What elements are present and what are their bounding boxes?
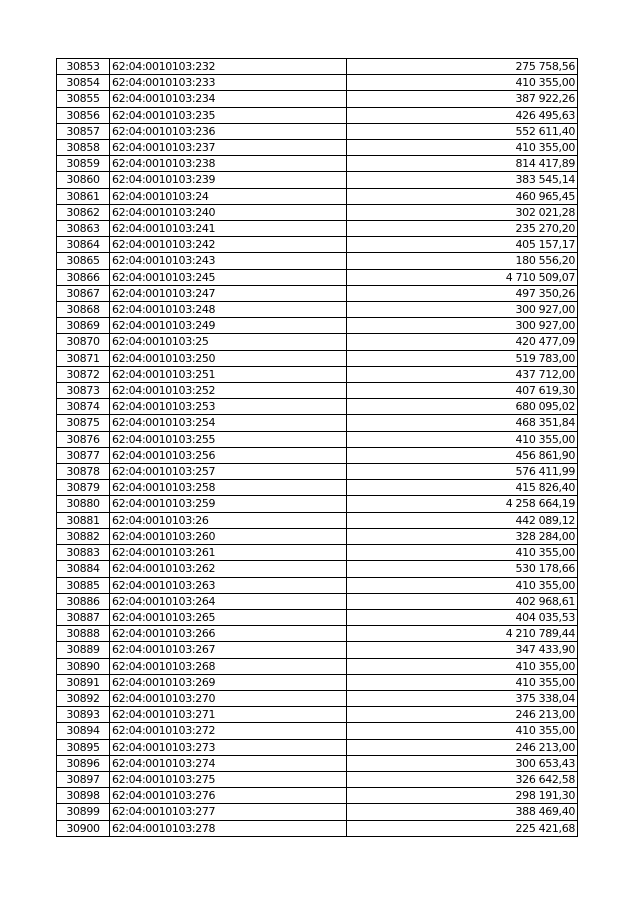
row-number-cell: 30866 xyxy=(57,269,110,285)
cadastral-number-cell: 62:04:0010103:270 xyxy=(110,690,347,706)
cadastral-value-cell: 302 021,28 xyxy=(347,204,578,220)
cadastral-number-cell: 62:04:0010103:257 xyxy=(110,464,347,480)
cadastral-value-cell: 426 495,63 xyxy=(347,107,578,123)
table-row xyxy=(57,383,578,399)
cadastral-number-cell: 62:04:0010103:242 xyxy=(110,237,347,253)
row-number-cell: 30876 xyxy=(57,431,110,447)
cadastral-value-cell: 328 284,00 xyxy=(347,528,578,544)
row-number-cell: 30863 xyxy=(57,221,110,237)
cadastral-value-cell: 326 642,58 xyxy=(347,771,578,787)
cadastral-value-cell: 410 355,00 xyxy=(347,140,578,156)
row-number-cell: 30889 xyxy=(57,642,110,658)
cadastral-number-cell: 62:04:0010103:237 xyxy=(110,140,347,156)
row-number-cell: 30897 xyxy=(57,771,110,787)
table-row xyxy=(57,642,578,658)
cadastral-value-cell: 552 611,40 xyxy=(347,123,578,139)
table-row xyxy=(57,723,578,739)
cadastral-number-cell: 62:04:0010103:269 xyxy=(110,674,347,690)
cadastral-value-cell: 387 922,26 xyxy=(347,91,578,107)
row-number-cell: 30879 xyxy=(57,480,110,496)
row-number-cell: 30873 xyxy=(57,383,110,399)
row-number-cell: 30858 xyxy=(57,140,110,156)
cadastral-value-cell: 576 411,99 xyxy=(347,464,578,480)
table-row xyxy=(57,545,578,561)
cadastral-value-cell: 407 619,30 xyxy=(347,383,578,399)
row-number-cell: 30864 xyxy=(57,237,110,253)
cadastral-number-cell: 62:04:0010103:251 xyxy=(110,366,347,382)
cadastral-number-cell: 62:04:0010103:238 xyxy=(110,156,347,172)
row-number-cell: 30853 xyxy=(57,59,110,75)
cadastral-value-cell: 246 213,00 xyxy=(347,739,578,755)
row-number-cell: 30875 xyxy=(57,415,110,431)
cadastral-value-cell: 410 355,00 xyxy=(347,431,578,447)
table-row xyxy=(57,626,578,642)
cadastral-value-cell: 814 417,89 xyxy=(347,156,578,172)
row-number-cell: 30881 xyxy=(57,512,110,528)
cadastral-number-cell: 62:04:0010103:273 xyxy=(110,739,347,755)
table-row xyxy=(57,107,578,123)
cadastral-number-cell: 62:04:0010103:253 xyxy=(110,399,347,415)
cadastral-value-cell: 497 350,26 xyxy=(347,285,578,301)
row-number-cell: 30867 xyxy=(57,285,110,301)
row-number-cell: 30862 xyxy=(57,204,110,220)
table-row xyxy=(57,609,578,625)
table-row xyxy=(57,302,578,318)
table-row xyxy=(57,75,578,91)
cadastral-value-cell: 235 270,20 xyxy=(347,221,578,237)
cadastral-value-cell: 405 157,17 xyxy=(347,237,578,253)
row-number-cell: 30896 xyxy=(57,755,110,771)
row-number-cell: 30895 xyxy=(57,739,110,755)
table-row xyxy=(57,707,578,723)
row-number-cell: 30871 xyxy=(57,350,110,366)
table-row xyxy=(57,350,578,366)
cadastral-value-cell: 4 258 664,19 xyxy=(347,496,578,512)
row-number-cell: 30868 xyxy=(57,302,110,318)
row-number-cell: 30870 xyxy=(57,334,110,350)
cadastral-value-cell: 180 556,20 xyxy=(347,253,578,269)
cadastral-number-cell: 62:04:0010103:261 xyxy=(110,545,347,561)
cadastral-value-cell: 420 477,09 xyxy=(347,334,578,350)
cadastral-value-cell: 456 861,90 xyxy=(347,447,578,463)
table-row xyxy=(57,91,578,107)
cadastral-number-cell: 62:04:0010103:240 xyxy=(110,204,347,220)
row-number-cell: 30893 xyxy=(57,707,110,723)
cadastral-value-cell: 410 355,00 xyxy=(347,658,578,674)
cadastral-number-cell: 62:04:0010103:260 xyxy=(110,528,347,544)
row-number-cell: 30877 xyxy=(57,447,110,463)
cadastral-value-cell: 410 355,00 xyxy=(347,723,578,739)
table-row xyxy=(57,528,578,544)
cadastral-value-cell: 388 469,40 xyxy=(347,804,578,820)
table-row xyxy=(57,172,578,188)
table-row xyxy=(57,237,578,253)
table-row xyxy=(57,771,578,787)
cadastral-number-cell: 62:04:0010103:252 xyxy=(110,383,347,399)
table-row xyxy=(57,253,578,269)
table-row xyxy=(57,399,578,415)
cadastral-number-cell: 62:04:0010103:274 xyxy=(110,755,347,771)
cadastral-value-cell: 460 965,45 xyxy=(347,188,578,204)
cadastral-number-cell: 62:04:0010103:235 xyxy=(110,107,347,123)
cadastral-number-cell: 62:04:0010103:250 xyxy=(110,350,347,366)
cadastral-number-cell: 62:04:0010103:24 xyxy=(110,188,347,204)
table-row xyxy=(57,221,578,237)
cadastral-number-cell: 62:04:0010103:278 xyxy=(110,820,347,836)
cadastral-value-cell: 300 927,00 xyxy=(347,318,578,334)
cadastral-value-cell: 225 421,68 xyxy=(347,820,578,836)
table-row xyxy=(57,658,578,674)
table-row xyxy=(57,366,578,382)
table-row xyxy=(57,804,578,820)
cadastral-number-cell: 62:04:0010103:239 xyxy=(110,172,347,188)
row-number-cell: 30874 xyxy=(57,399,110,415)
row-number-cell: 30880 xyxy=(57,496,110,512)
cadastral-number-cell: 62:04:0010103:258 xyxy=(110,480,347,496)
row-number-cell: 30856 xyxy=(57,107,110,123)
cadastral-number-cell: 62:04:0010103:265 xyxy=(110,609,347,625)
table-row xyxy=(57,755,578,771)
row-number-cell: 30865 xyxy=(57,253,110,269)
table-row xyxy=(57,496,578,512)
table-row xyxy=(57,561,578,577)
row-number-cell: 30861 xyxy=(57,188,110,204)
table-row xyxy=(57,512,578,528)
cadastral-value-cell: 442 089,12 xyxy=(347,512,578,528)
table-row xyxy=(57,269,578,285)
table-row xyxy=(57,464,578,480)
table-body xyxy=(57,59,578,837)
cadastral-value-cell: 246 213,00 xyxy=(347,707,578,723)
cadastral-value-cell: 347 433,90 xyxy=(347,642,578,658)
cadastral-number-cell: 62:04:0010103:276 xyxy=(110,788,347,804)
table-row xyxy=(57,739,578,755)
cadastral-number-cell: 62:04:0010103:248 xyxy=(110,302,347,318)
cadastral-number-cell: 62:04:0010103:255 xyxy=(110,431,347,447)
cadastral-number-cell: 62:04:0010103:245 xyxy=(110,269,347,285)
row-number-cell: 30878 xyxy=(57,464,110,480)
cadastral-value-cell: 383 545,14 xyxy=(347,172,578,188)
cadastral-value-cell: 4 710 509,07 xyxy=(347,269,578,285)
cadastral-value-cell: 410 355,00 xyxy=(347,674,578,690)
cadastral-value-cell: 415 826,40 xyxy=(347,480,578,496)
row-number-cell: 30900 xyxy=(57,820,110,836)
table-row xyxy=(57,318,578,334)
row-number-cell: 30860 xyxy=(57,172,110,188)
row-number-cell: 30884 xyxy=(57,561,110,577)
cadastral-value-cell: 519 783,00 xyxy=(347,350,578,366)
table-row xyxy=(57,204,578,220)
row-number-cell: 30883 xyxy=(57,545,110,561)
row-number-cell: 30899 xyxy=(57,804,110,820)
cadastral-number-cell: 62:04:0010103:249 xyxy=(110,318,347,334)
row-number-cell: 30898 xyxy=(57,788,110,804)
row-number-cell: 30892 xyxy=(57,690,110,706)
cadastral-number-cell: 62:04:0010103:232 xyxy=(110,59,347,75)
cadastral-value-cell: 410 355,00 xyxy=(347,545,578,561)
cadastral-number-cell: 62:04:0010103:262 xyxy=(110,561,347,577)
cadastral-number-cell: 62:04:0010103:26 xyxy=(110,512,347,528)
row-number-cell: 30859 xyxy=(57,156,110,172)
table-row xyxy=(57,285,578,301)
cadastral-value-cell: 4 210 789,44 xyxy=(347,626,578,642)
row-number-cell: 30885 xyxy=(57,577,110,593)
cadastral-value-table xyxy=(56,58,578,837)
row-number-cell: 30894 xyxy=(57,723,110,739)
cadastral-value-cell: 404 035,53 xyxy=(347,609,578,625)
table-row xyxy=(57,820,578,836)
cadastral-value-cell: 680 095,02 xyxy=(347,399,578,415)
table-row xyxy=(57,674,578,690)
cadastral-number-cell: 62:04:0010103:234 xyxy=(110,91,347,107)
cadastral-number-cell: 62:04:0010103:264 xyxy=(110,593,347,609)
cadastral-number-cell: 62:04:0010103:267 xyxy=(110,642,347,658)
cadastral-number-cell: 62:04:0010103:271 xyxy=(110,707,347,723)
cadastral-value-cell: 300 653,43 xyxy=(347,755,578,771)
cadastral-number-cell: 62:04:0010103:236 xyxy=(110,123,347,139)
row-number-cell: 30888 xyxy=(57,626,110,642)
row-number-cell: 30872 xyxy=(57,366,110,382)
cadastral-value-cell: 437 712,00 xyxy=(347,366,578,382)
cadastral-value-cell: 300 927,00 xyxy=(347,302,578,318)
table-row xyxy=(57,140,578,156)
row-number-cell: 30857 xyxy=(57,123,110,139)
cadastral-number-cell: 62:04:0010103:247 xyxy=(110,285,347,301)
cadastral-value-cell: 402 968,61 xyxy=(347,593,578,609)
cadastral-value-cell: 530 178,66 xyxy=(347,561,578,577)
cadastral-number-cell: 62:04:0010103:256 xyxy=(110,447,347,463)
cadastral-value-cell: 375 338,04 xyxy=(347,690,578,706)
cadastral-value-cell: 410 355,00 xyxy=(347,75,578,91)
row-number-cell: 30882 xyxy=(57,528,110,544)
cadastral-value-cell: 275 758,56 xyxy=(347,59,578,75)
table-row xyxy=(57,156,578,172)
cadastral-number-cell: 62:04:0010103:259 xyxy=(110,496,347,512)
table-row xyxy=(57,188,578,204)
cadastral-value-cell: 410 355,00 xyxy=(347,577,578,593)
table-row xyxy=(57,447,578,463)
table-row xyxy=(57,415,578,431)
row-number-cell: 30887 xyxy=(57,609,110,625)
table-row xyxy=(57,593,578,609)
cadastral-number-cell: 62:04:0010103:266 xyxy=(110,626,347,642)
row-number-cell: 30890 xyxy=(57,658,110,674)
row-number-cell: 30854 xyxy=(57,75,110,91)
cadastral-number-cell: 62:04:0010103:263 xyxy=(110,577,347,593)
table-row xyxy=(57,788,578,804)
cadastral-number-cell: 62:04:0010103:275 xyxy=(110,771,347,787)
cadastral-number-cell: 62:04:0010103:233 xyxy=(110,75,347,91)
cadastral-value-cell: 298 191,30 xyxy=(347,788,578,804)
table-row xyxy=(57,480,578,496)
cadastral-number-cell: 62:04:0010103:272 xyxy=(110,723,347,739)
cadastral-value-cell: 468 351,84 xyxy=(347,415,578,431)
cadastral-number-cell: 62:04:0010103:277 xyxy=(110,804,347,820)
cadastral-number-cell: 62:04:0010103:254 xyxy=(110,415,347,431)
table-row xyxy=(57,334,578,350)
cadastral-number-cell: 62:04:0010103:243 xyxy=(110,253,347,269)
row-number-cell: 30886 xyxy=(57,593,110,609)
table-row xyxy=(57,59,578,75)
row-number-cell: 30891 xyxy=(57,674,110,690)
cadastral-number-cell: 62:04:0010103:25 xyxy=(110,334,347,350)
table-row xyxy=(57,431,578,447)
table-row xyxy=(57,123,578,139)
cadastral-number-cell: 62:04:0010103:241 xyxy=(110,221,347,237)
row-number-cell: 30855 xyxy=(57,91,110,107)
cadastral-number-cell: 62:04:0010103:268 xyxy=(110,658,347,674)
table-row xyxy=(57,577,578,593)
table-row xyxy=(57,690,578,706)
row-number-cell: 30869 xyxy=(57,318,110,334)
